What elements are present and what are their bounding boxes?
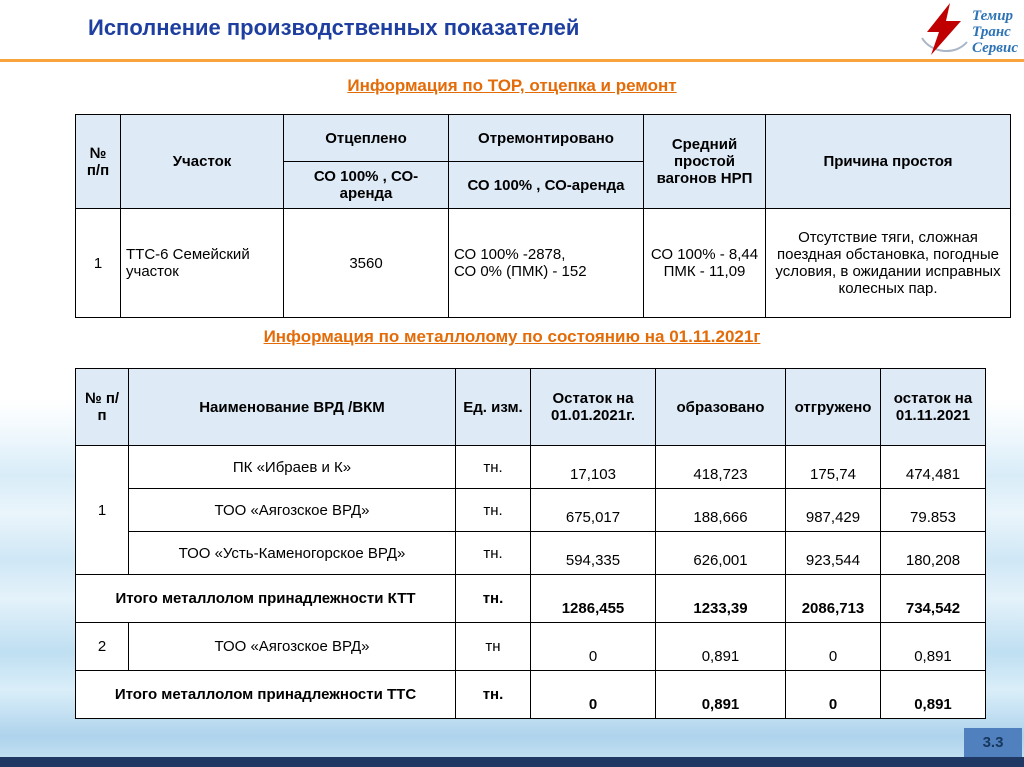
th2-balance-start: Остаток на 01.01.2021г. xyxy=(531,369,656,446)
cell-unit: тн. xyxy=(456,489,531,532)
cell-value: 79.853 xyxy=(881,489,986,532)
cell-value: 1286,455 xyxy=(531,575,656,623)
th-num: № п/п xyxy=(76,115,121,209)
cell-name: ТОО «Усть-Каменогорское ВРД» xyxy=(129,532,456,575)
th2-formed: образовано xyxy=(656,369,786,446)
cell-value: 0,891 xyxy=(656,671,786,719)
cell-total-label: Итого металлолом принадлежности КТТ xyxy=(76,575,456,623)
cell-value: 0,891 xyxy=(881,623,986,671)
company-logo xyxy=(916,2,1018,61)
cell-value: 626,001 xyxy=(656,532,786,575)
total-tts-row xyxy=(76,671,986,719)
scrap-table xyxy=(75,368,986,719)
th-detached-sub: СО 100% , СО-аренда xyxy=(284,162,449,209)
cell-value: 675,017 xyxy=(531,489,656,532)
th2-name: Наименование ВРД /ВКМ xyxy=(129,369,456,446)
cell-value: 180,208 xyxy=(881,532,986,575)
th-reason: Причина простоя xyxy=(766,115,1011,209)
total-ktt-row xyxy=(76,575,986,623)
cell-total-label: Итого металлолом принадлежности ТТС xyxy=(76,671,456,719)
cell-value: 0 xyxy=(786,671,881,719)
cell-unit: тн. xyxy=(456,532,531,575)
logo-text xyxy=(972,8,1018,56)
cell-unit: тн. xyxy=(456,446,531,489)
cell-value: 474,481 xyxy=(881,446,986,489)
cell-name: ПК «Ибраев и К» xyxy=(129,446,456,489)
logo-line: Сервис xyxy=(972,39,1018,56)
cell-value: 2086,713 xyxy=(786,575,881,623)
idle-line: ПМК - 11,09 xyxy=(663,263,746,280)
cell-value: 418,723 xyxy=(656,446,786,489)
cell-reason: Отсутствие тяги, сложная поездная обстановка, погодные условия, в ожидании исправных колесных пар. xyxy=(766,209,1011,318)
cell-value: 0 xyxy=(531,623,656,671)
footer-bar xyxy=(0,757,1024,767)
th-repaired: Отремонтировано xyxy=(449,115,644,162)
cell-num: 2 xyxy=(76,623,129,671)
cell-unit: тн. xyxy=(456,575,531,623)
th-uchastok: Участок xyxy=(121,115,284,209)
th-repaired-sub: СО 100% , СО-аренда xyxy=(449,162,644,209)
cell-name: ТОО «Аягозское ВРД» xyxy=(129,489,456,532)
repaired-line: СО 100% -2878, xyxy=(454,246,566,263)
cell-value: 734,542 xyxy=(881,575,986,623)
scrap-row xyxy=(76,623,986,671)
cell-value: 17,103 xyxy=(531,446,656,489)
page-title: Исполнение производственных показателей xyxy=(88,15,580,40)
logo-line: Темир xyxy=(972,7,1014,24)
cell-value: 594,335 xyxy=(531,532,656,575)
th2-shipped: отгружено xyxy=(786,369,881,446)
cell-unit: тн xyxy=(456,623,531,671)
scrap-heading xyxy=(0,327,1024,347)
lightning-bolt-icon xyxy=(916,2,970,61)
cell-value: 987,429 xyxy=(786,489,881,532)
repaired-line: СО 0% (ПМК) - 152 xyxy=(454,263,587,280)
cell-value: 0,891 xyxy=(656,623,786,671)
cell-group-num: 1 xyxy=(76,446,129,575)
th2-balance-end: остаток на 01.11.2021 xyxy=(881,369,986,446)
cell-value: 923,544 xyxy=(786,532,881,575)
th-detached: Отцеплено xyxy=(284,115,449,162)
tor-table-row xyxy=(76,209,1011,318)
cell-num: 1 xyxy=(76,209,121,318)
tor-heading xyxy=(0,76,1024,96)
th-idle: Средний простой вагонов НРП xyxy=(644,115,766,209)
cell-detached: 3560 xyxy=(284,209,449,318)
scrap-row xyxy=(76,446,986,489)
cell-value: 0,891 xyxy=(881,671,986,719)
logo-line: Транс xyxy=(972,23,1011,40)
cell-name: ТОО «Аягозское ВРД» xyxy=(129,623,456,671)
cell-value: 0 xyxy=(531,671,656,719)
cell-unit: тн. xyxy=(456,671,531,719)
cell-value: 0 xyxy=(786,623,881,671)
cell-uchastok: ТТС-6 Семейский участок xyxy=(121,209,284,318)
cell-value: 175,74 xyxy=(786,446,881,489)
th2-unit: Ед. изм. xyxy=(456,369,531,446)
th2-num: № п/п xyxy=(76,369,129,446)
page-number: 3.3 xyxy=(982,734,1004,751)
page-number-badge xyxy=(964,728,1022,757)
tor-table xyxy=(75,114,1011,318)
orange-divider xyxy=(0,59,1024,62)
cell-value: 188,666 xyxy=(656,489,786,532)
cell-idle xyxy=(644,209,766,318)
scrap-row xyxy=(76,489,986,532)
tor-heading-text: Информация по ТОР, отцепка и ремонт xyxy=(347,76,677,95)
scrap-row xyxy=(76,532,986,575)
idle-line: СО 100% - 8,44 xyxy=(650,246,759,263)
scrap-heading-text: Информация по металлолому по состоянию на 01.11.2021г xyxy=(263,327,761,346)
cell-value: 1233,39 xyxy=(656,575,786,623)
cell-repaired xyxy=(449,209,644,318)
